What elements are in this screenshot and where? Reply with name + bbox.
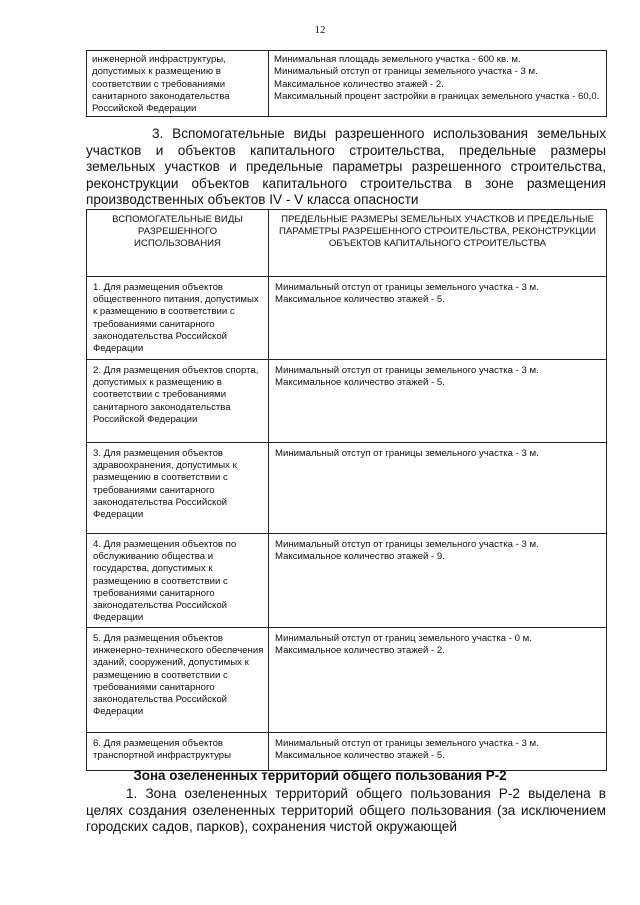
- param-line: Минимальный отступ от границы земельного участка - 3 м.: [275, 365, 539, 376]
- params-cell: [269, 628, 607, 733]
- param-line: Минимальный отступ от границы земельного участка - 3 м.: [275, 738, 539, 749]
- top-table-use-cell: инженерной инфраструктуры, допустимых к размещению в соответствии с требованиями санитарного законодательства Российской Федерации: [87, 51, 269, 117]
- param-line: Максимальное количество этажей - 5.: [275, 377, 445, 389]
- page-number: 12: [314, 24, 326, 36]
- top-table-fragment: [86, 50, 607, 117]
- param-line: Максимальное количество этажей - 5.: [275, 750, 445, 762]
- param-line: Минимальный отступ от границы земельного участка - 3 м.: [275, 448, 539, 459]
- param-line: Минимальный отступ от границ земельного участка - 0 м.: [275, 633, 532, 644]
- table-row: [87, 360, 607, 443]
- param-line: Максимальный процент застройки в границах земельного участка - 60,0.: [274, 90, 600, 102]
- top-table-params-cell: [269, 51, 607, 117]
- param-line: Минимальный отступ от границы земельного участка - 3 м.: [275, 539, 539, 550]
- auxiliary-uses-table: [86, 209, 607, 771]
- param-line: Максимальное количество этажей - 9.: [275, 551, 445, 563]
- section-3-paragraph: [86, 126, 606, 209]
- table-row: [87, 443, 607, 534]
- param-line: Минимальный отступ от границы земельного участка - 3 м.: [274, 66, 538, 78]
- param-line: Максимальное количество этажей - 2.: [275, 645, 445, 657]
- use-cell: 4. Для размещения объектов по обслуживанию общества и государства, допустимых к размещению в соответствии с требованиями санитарного законодательства Российской Федерации: [87, 534, 269, 628]
- table-header-row: [87, 210, 607, 277]
- table-row: [87, 51, 607, 117]
- param-line: Максимальное количество этажей - 2.: [274, 78, 444, 90]
- use-cell: 6. Для размещения объектов транспортной инфраструктуры: [87, 733, 269, 771]
- param-line: Максимальное количество этажей - 5.: [275, 294, 445, 306]
- section-3-indent: [86, 126, 152, 141]
- params-cell: [269, 733, 607, 771]
- use-cell: 3. Для размещения объектов здравоохранения, допустимых к размещению в соответствии с требованиями санитарного законодательства Российской Федерации: [87, 443, 269, 534]
- use-cell: 5. Для размещения объектов инженерно-технического обеспечения зданий, сооружений, допустимых к размещению в соответствии с требованиями санитарного законодательства Российской Федерации: [87, 628, 269, 733]
- param-line: Минимальный отступ от границы земельного участка - 3 м.: [275, 282, 539, 293]
- zone-r2-indent: [86, 786, 126, 801]
- params-cell: [269, 534, 607, 628]
- table-row: [87, 628, 607, 733]
- zone-r2-heading: Зона озелененных территорий общего пользования Р-2: [133, 768, 507, 783]
- use-cell: 1. Для размещения объектов общественного питания, допустимых к размещению в соответствии с требованиями санитарного законодательства Российской Федерации: [87, 277, 269, 360]
- params-cell: [269, 360, 607, 443]
- section-3-text: 3. Вспомогательные виды разрешенного использования земельных участков и объектов капитального строительства, предельные размеры земельных участков и предельные параметры разрешенного строительства, реконструкции объектов капитального строительства в зоне размещения производственных объектов IV - V класса опасности: [86, 126, 606, 208]
- table-row: [87, 534, 607, 628]
- params-cell: [269, 277, 607, 360]
- column-header-uses: ВСПОМОГАТЕЛЬНЫЕ ВИДЫ РАЗРЕШЕННОГО ИСПОЛЬЗОВАНИЯ: [87, 210, 269, 277]
- column-header-params: ПРЕДЕЛЬНЫЕ РАЗМЕРЫ ЗЕМЕЛЬНЫХ УЧАСТКОВ И ПРЕДЕЛЬНЫЕ ПАРАМЕТРЫ РАЗРЕШЕННОГО СТРОИТЕЛЬСТВА, РЕКОНСТРУКЦИИ ОБЪЕКТОВ КАПИТАЛЬНОГО СТРОИТЕЛЬСТВА: [269, 210, 607, 277]
- params-cell: [269, 443, 607, 534]
- zone-r2-paragraph: [86, 786, 606, 836]
- table-row: [87, 733, 607, 771]
- use-cell: 2. Для размещения объектов спорта, допустимых к размещению в соответствии с требованиями санитарного законодательства Российской Федерации: [87, 360, 269, 443]
- param-line: Минимальная площадь земельного участка - 600 кв. м.: [274, 54, 521, 65]
- zone-r2-text: 1. Зона озелененных территорий общего пользования Р-2 выделена в целях создания озелененных территорий общего пользования (за исключением городских садов, парков), сохранения чистой окружающей: [86, 786, 606, 835]
- table-row: [87, 277, 607, 360]
